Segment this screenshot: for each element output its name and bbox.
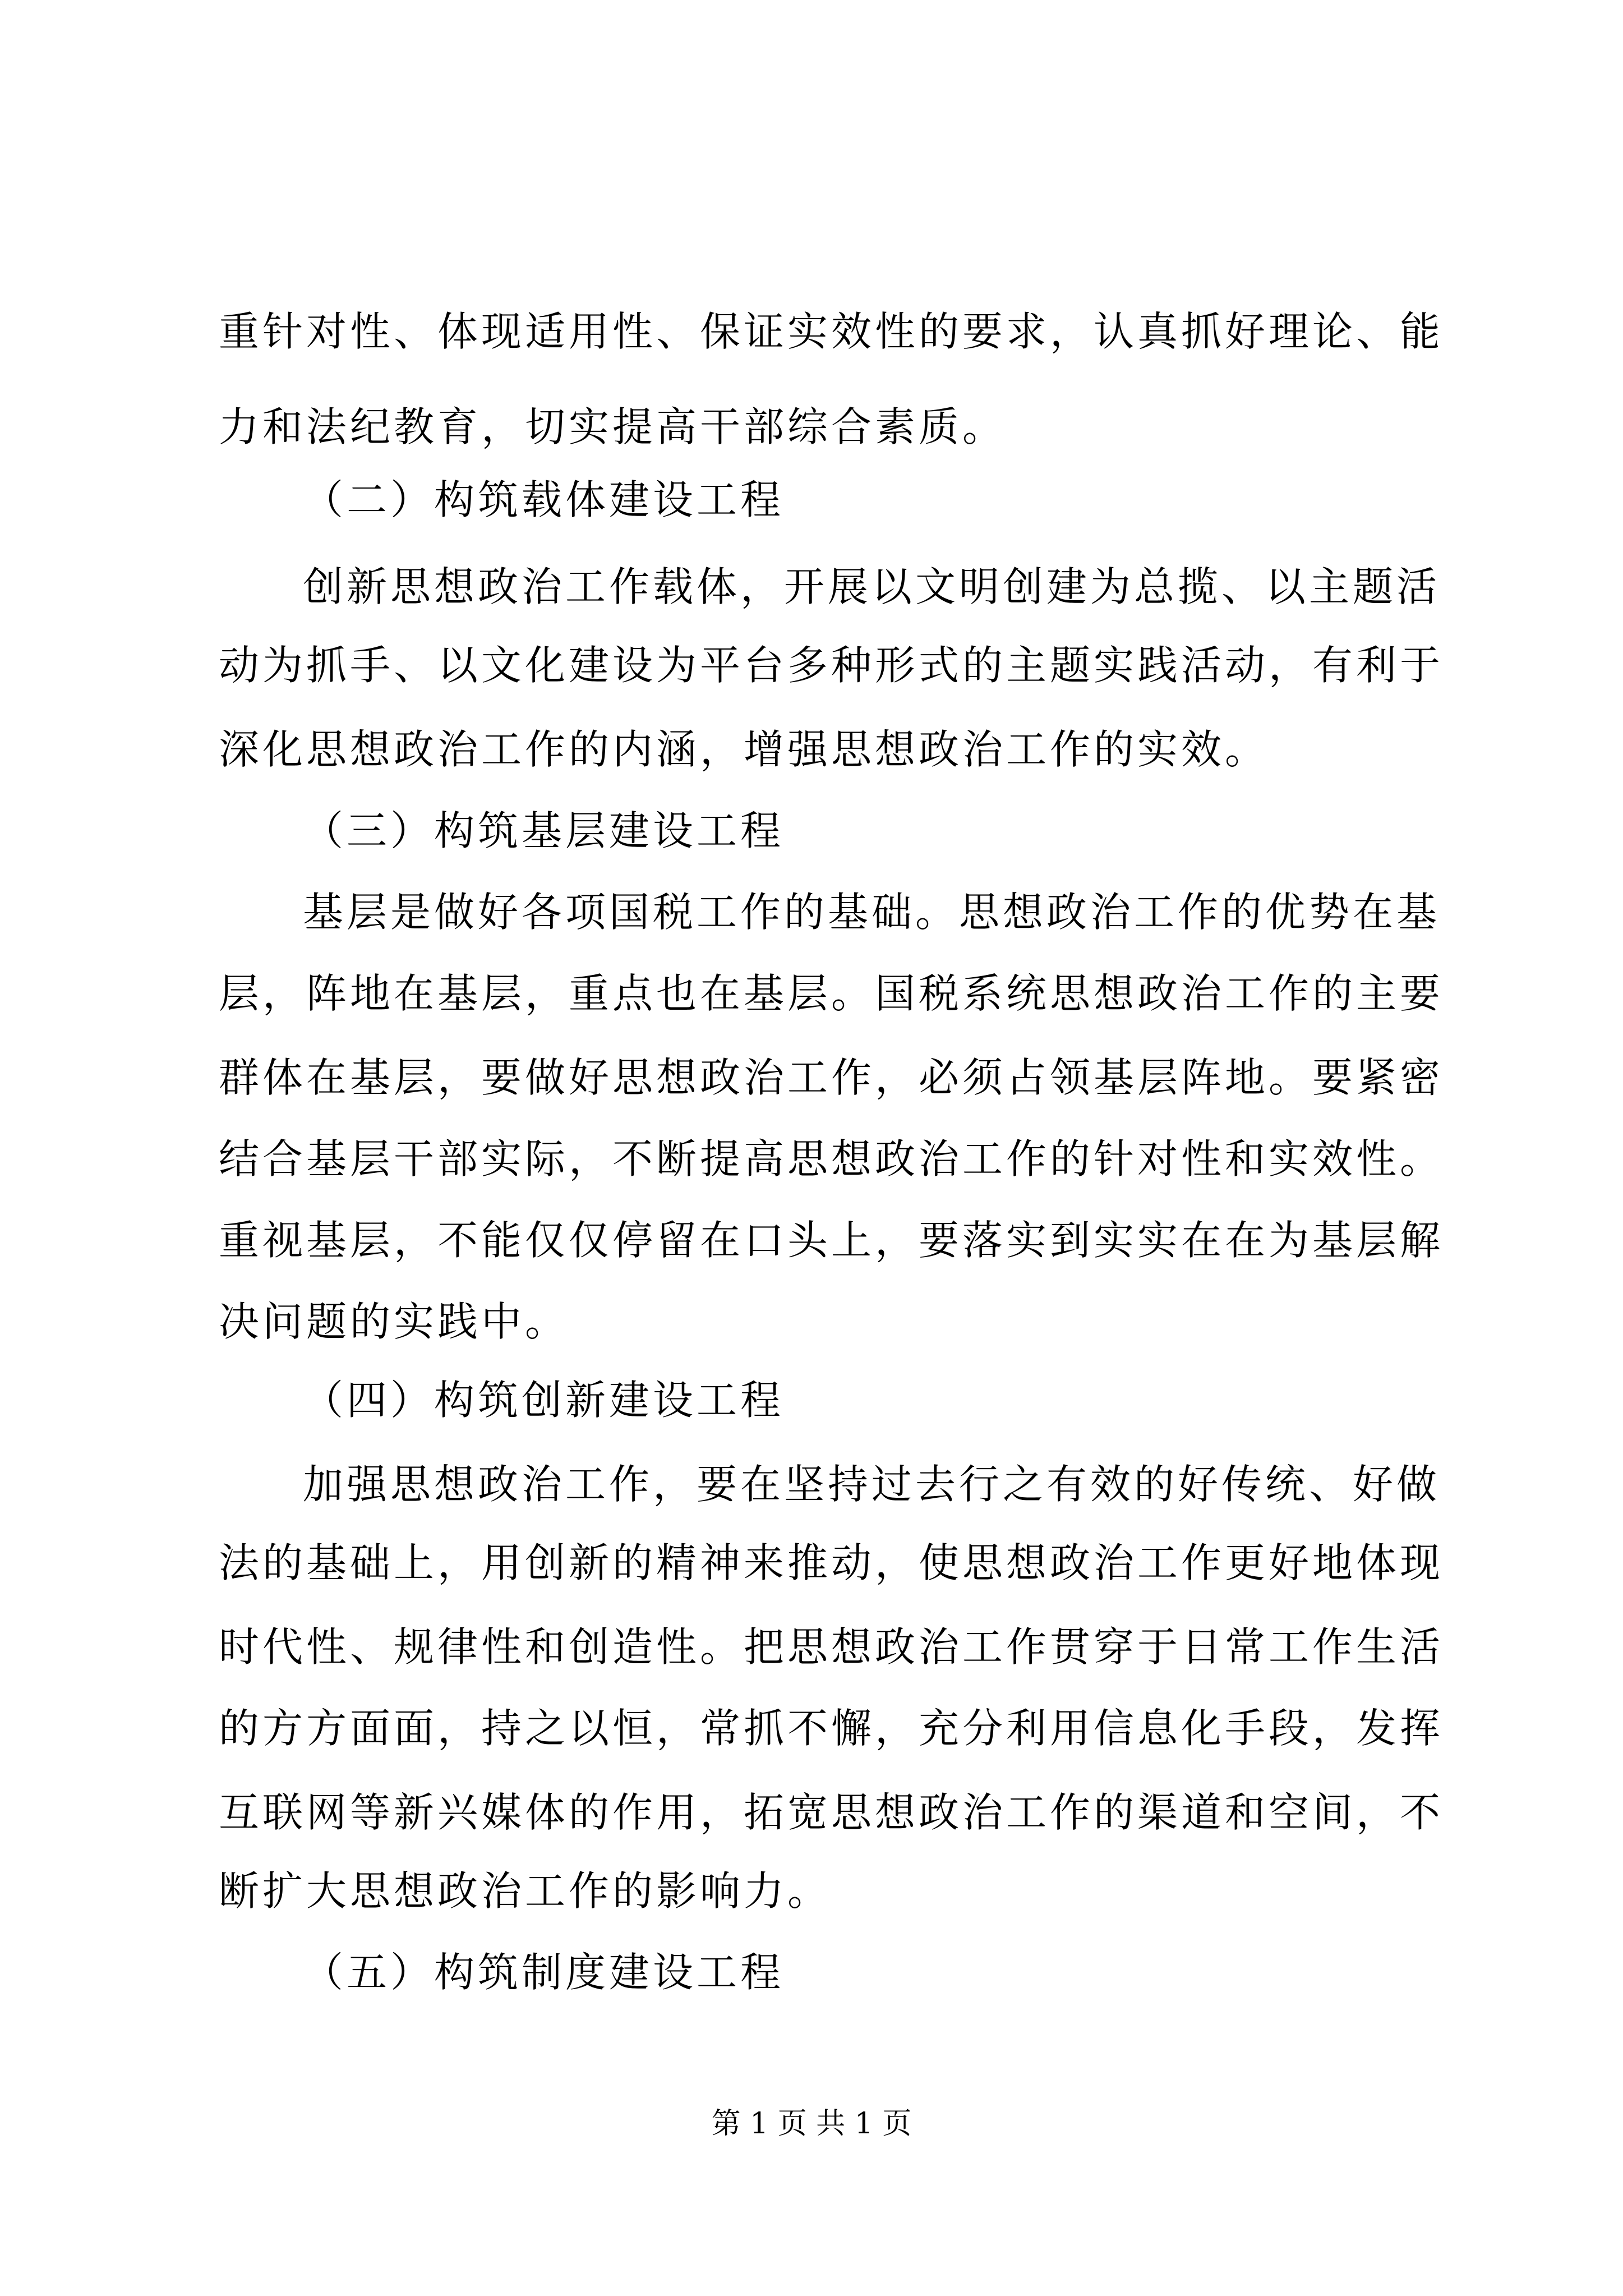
paragraph-line: 结合基层干部实际，不断提高思想政治工作的针对性和实效性。	[219, 1135, 1444, 1182]
paragraph-line: 的方方面面，持之以恒，常抓不懈，充分利用信息化手段，发挥	[219, 1705, 1444, 1752]
section-heading: （五）构筑制度建设工程	[303, 1949, 785, 1996]
paragraph-line: 断扩大思想政治工作的影响力。	[219, 1867, 832, 1915]
paragraph-line: 深化思想政治工作的内涵，增强思想政治工作的实效。	[219, 726, 1269, 773]
paragraph-line: 层，阵地在基层，重点也在基层。国税系统思想政治工作的主要	[219, 970, 1444, 1017]
section-heading: （二）构筑载体建设工程	[303, 476, 785, 523]
section-heading: （三）构筑基层建设工程	[303, 807, 785, 854]
paragraph-line: 法的基础上，用创新的精神来推动，使思想政治工作更好地体现	[219, 1539, 1444, 1586]
paragraph-line: 重针对性、体现适用性、保证实效性的要求，认真抓好理论、能	[219, 308, 1444, 355]
paragraph-line: 力和法纪教育，切实提高干部综合素质。	[219, 403, 1007, 450]
paragraph-line: 重视基层，不能仅仅停留在口头上，要落实到实实在在为基层解	[219, 1217, 1444, 1264]
paragraph-line: 群体在基层，要做好思想政治工作，必须占领基层阵地。要紧密	[219, 1054, 1444, 1101]
paragraph-line: 时代性、规律性和创造性。把思想政治工作贯穿于日常工作生活	[219, 1623, 1444, 1671]
paragraph-line: 加强思想政治工作，要在坚持过去行之有效的好传统、好做	[303, 1461, 1441, 1508]
paragraph-line: 创新思想政治工作载体，开展以文明创建为总揽、以主题活	[303, 563, 1441, 610]
paragraph-line: 互联网等新兴媒体的作用，拓宽思想政治工作的渠道和空间，不	[219, 1789, 1444, 1836]
paragraph-line: 决问题的实践中。	[219, 1298, 569, 1345]
section-heading: （四）构筑创新建设工程	[303, 1377, 785, 1424]
paragraph-line: 动为抓手、以文化建设为平台多种形式的主题实践活动，有利于	[219, 642, 1444, 689]
page-footer: 第 1 页 共 1 页	[711, 2107, 912, 2141]
paragraph-line: 基层是做好各项国税工作的基础。思想政治工作的优势在基	[303, 889, 1441, 936]
